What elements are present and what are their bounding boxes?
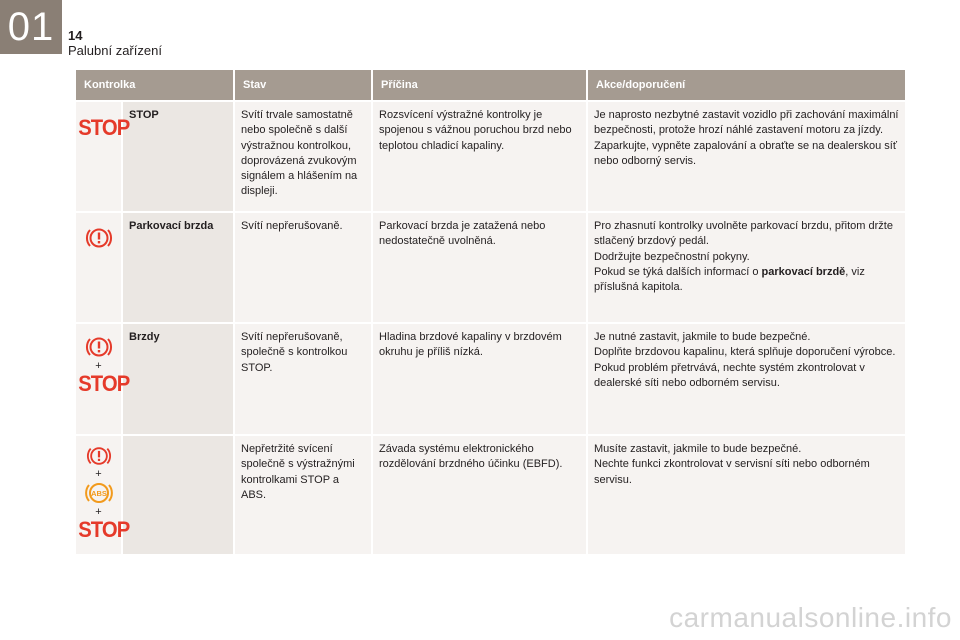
stop-warning-icon: STOP bbox=[78, 517, 130, 542]
action-line: Doplňte brzdovou kapalinu, která splňuje doporučení výrobce. bbox=[594, 346, 896, 359]
action-reference bbox=[594, 265, 899, 296]
stop-warning-icon: STOP bbox=[78, 115, 130, 140]
action-line: Musíte zastavit, jakmile to bude bezpečné. bbox=[594, 443, 802, 455]
table-row bbox=[76, 324, 905, 434]
brake-warning-icon bbox=[84, 444, 114, 468]
column-header-stav: Stav bbox=[235, 70, 371, 100]
indicator-state: Svítí nepřerušovaně, společně s kontrolkou STOP. bbox=[235, 324, 371, 434]
indicator-state: Svítí trvale samostatně nebo společně s další výstražnou kontrolkou, doprovázená zvukovým signálem a hlášením na displeji. bbox=[235, 102, 371, 211]
warning-lights-table bbox=[74, 68, 907, 556]
indicator-cause: Rozsvícení výstražné kontrolky je spojenou s vážnou poruchou brzd nebo teplotou chladicí kapaliny. bbox=[373, 102, 586, 211]
indicator-icon-cell bbox=[76, 436, 130, 554]
indicator-state: Svítí nepřerušovaně. bbox=[235, 213, 371, 322]
brake-warning-icon bbox=[84, 225, 114, 251]
table-header-row bbox=[76, 70, 905, 100]
indicator-cause: Hladina brzdové kapaliny v brzdovém okruhu je příliš nízká. bbox=[373, 324, 586, 434]
action-line: Dodržujte bezpečnostní pokyny. bbox=[594, 250, 750, 263]
indicator-cause: Závada systému elektronického rozdělování brzdného účinku (EBFD). bbox=[373, 436, 586, 554]
indicator-name bbox=[123, 436, 233, 554]
indicator-action bbox=[588, 102, 905, 211]
indicator-name: Brzdy bbox=[123, 324, 233, 434]
action-line: Pro zhasnutí kontrolky uvolněte parkovací brzdu, přitom držte stlačený brzdový pedál. bbox=[594, 220, 893, 248]
action-line: Nechte funkci zkontrolovat v servisní síti nebo odborném servisu. bbox=[594, 458, 870, 486]
action-line: Je naprosto nezbytné zastavit vozidlo při zachování maximální bezpečnosti, protože hrozí náhlé zastavení motoru za jízdy. bbox=[594, 109, 899, 137]
indicator-action bbox=[588, 324, 905, 434]
action-line: Zaparkujte, vypněte zapalování a obraťte se na dealerskou síť nebo odborný servis. bbox=[594, 139, 897, 167]
page-number: 14 bbox=[68, 28, 83, 43]
indicator-name: Parkovací brzda bbox=[123, 213, 233, 322]
indicator-cause: Parkovací brzda je zatažená nebo nedostatečně uvolněná. bbox=[373, 213, 586, 322]
indicator-state: Nepřetržité svícení společně s výstražnými kontrolkami STOP a ABS. bbox=[235, 436, 371, 554]
indicator-icon-cell bbox=[76, 213, 121, 322]
brake-warning-icon bbox=[84, 334, 114, 360]
watermark: carmanualsonline.info bbox=[669, 602, 952, 633]
indicator-icon-cell bbox=[76, 324, 130, 434]
column-header-kontrolka: Kontrolka bbox=[76, 70, 233, 100]
column-header-akce: Akce/doporučení bbox=[588, 70, 905, 100]
section-title: Palubní zařízení bbox=[68, 43, 162, 58]
table-row bbox=[76, 102, 905, 211]
indicator-action bbox=[588, 213, 905, 322]
table-row bbox=[76, 436, 905, 554]
abs-icon-label: ABS bbox=[90, 489, 107, 498]
indicator-action bbox=[588, 436, 905, 554]
table-row bbox=[76, 213, 905, 322]
plus-sign: + bbox=[95, 506, 102, 518]
indicator-name: STOP bbox=[123, 102, 233, 211]
action-line: Pokud problém přetrvává, nechte systém zkontrolovat v dealerské síti nebo odborném servisu. bbox=[594, 361, 865, 389]
action-line: Je nutné zastavit, jakmile to bude bezpečné. bbox=[594, 331, 811, 343]
column-header-pricina: Příčina bbox=[373, 70, 586, 100]
stop-warning-icon: STOP bbox=[78, 371, 130, 396]
chapter-number: 01 bbox=[0, 0, 62, 54]
plus-sign: + bbox=[95, 360, 102, 372]
indicator-icon-cell bbox=[76, 102, 130, 211]
reference-prefix: Pokud se týká dalších informací o bbox=[594, 265, 762, 278]
reference-suffix: , viz příslušná kapitola. bbox=[594, 265, 865, 294]
reference-link-text: parkovací brzdě bbox=[761, 265, 846, 278]
abs-warning-icon bbox=[83, 480, 115, 506]
plus-sign: + bbox=[95, 468, 102, 480]
